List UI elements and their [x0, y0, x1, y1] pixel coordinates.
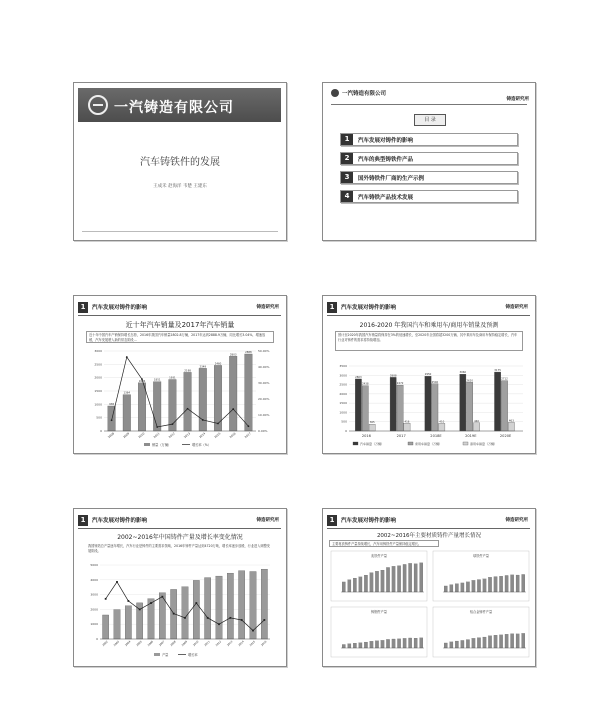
bar-value-label: 1364	[123, 391, 131, 395]
growth-point	[161, 596, 163, 598]
bar-value-label: 2803	[355, 375, 362, 379]
bar-value-label: 2540	[431, 380, 439, 384]
bar	[439, 423, 445, 431]
growth-point	[217, 423, 219, 425]
bar	[522, 633, 525, 648]
growth-point	[218, 623, 220, 625]
slide-material-output[interactable]	[322, 508, 536, 667]
x-tick-label: 2018E	[430, 434, 442, 438]
bar	[148, 599, 154, 639]
x-tick-label: 2020E	[499, 434, 512, 438]
bar	[444, 643, 447, 648]
bar	[138, 383, 146, 431]
presentation-title: 汽车铸铁件的发展	[140, 157, 220, 168]
bar	[348, 580, 351, 592]
y2-tick-label: 30.00%	[258, 381, 270, 385]
mini-chart-frame	[433, 607, 529, 657]
bar	[353, 643, 356, 648]
x-tick-label: 2011	[203, 640, 211, 648]
mini-chart-title: 铸钢件产量	[371, 610, 387, 614]
bar-value-label: 2472	[396, 382, 404, 386]
bar	[216, 576, 222, 639]
growth-point	[195, 602, 197, 604]
material-output-charts	[323, 509, 535, 666]
institute-name: 铸造研究所	[256, 518, 279, 523]
growth-point	[172, 423, 174, 425]
growth-point	[187, 408, 189, 410]
bar	[403, 638, 406, 648]
slide-note: 近十年中国汽车产销保持增长态势，2016年我国汽车销量2802.8万辆，2017年达到2888.9万辆，同比增长3.04%，增速放缓，汽车发展驶入新的常态阶段...	[86, 331, 274, 343]
bar-value-label: 1806	[138, 379, 146, 383]
bar	[355, 379, 361, 431]
toc-item-number: 2	[341, 153, 353, 164]
growth-line	[112, 357, 249, 427]
legend-label: 汽车销量（万辆）	[360, 442, 385, 446]
title-banner	[78, 88, 281, 122]
bar	[397, 639, 400, 648]
y-tick-label: 1500	[94, 389, 102, 393]
bar	[420, 638, 423, 648]
bar	[184, 372, 192, 431]
author-list: 王成禾 赵海洋 韦楚 王建东	[153, 184, 207, 189]
bar	[414, 638, 417, 648]
bar	[369, 424, 375, 431]
bar	[450, 642, 453, 648]
x-tick-label: 2010	[137, 431, 146, 440]
bar-value-label: 2349	[199, 365, 207, 369]
bar	[477, 580, 480, 592]
bar	[461, 640, 464, 648]
y-tick-label: 2000	[90, 607, 98, 612]
bar	[370, 573, 373, 592]
bar	[511, 634, 514, 648]
slide-heading: 2016-2020 年我国汽车和乘用车/商用车销量及预测	[359, 322, 499, 329]
x-tick-label: 2003	[113, 640, 121, 648]
section-number: 1	[78, 302, 88, 313]
toc-item-number: 4	[341, 191, 353, 202]
bar-value-label: 2198	[184, 369, 191, 373]
y-tick-label: 2000	[94, 375, 102, 380]
x-tick-label: 2011	[152, 431, 161, 440]
bar	[386, 567, 389, 592]
growth-point	[184, 617, 186, 619]
bar	[461, 583, 464, 592]
bar	[466, 582, 469, 592]
y-tick-label: 0	[345, 429, 347, 433]
vehicle-sales-chart	[74, 296, 286, 453]
growth-point	[207, 617, 209, 619]
section-title: 汽车发展对铸件的影响	[341, 305, 397, 311]
x-tick-label: 2007	[158, 640, 166, 648]
bar	[403, 564, 406, 592]
toc-item[interactable]	[340, 152, 518, 165]
section-title: 汽车发展对铸件的影响	[341, 518, 397, 524]
legend-swatch	[353, 442, 358, 445]
growth-point	[116, 581, 118, 583]
x-tick-label: 2013	[182, 431, 191, 440]
y-tick-label: 1000	[94, 402, 102, 407]
y2-tick-label: 0.00%	[258, 429, 268, 433]
bar	[466, 640, 469, 648]
section-title: 汽车发展对铸件的影响	[92, 518, 148, 524]
bar	[455, 584, 458, 592]
growth-point	[263, 619, 265, 621]
growth-point	[202, 419, 204, 421]
bar	[359, 577, 362, 592]
bar-value-label: 2460	[214, 362, 222, 366]
x-tick-label: 2012	[167, 431, 176, 440]
x-tick-label: 2005	[135, 640, 143, 648]
slide-heading: 近十年汽车销量及2017年汽车销量	[125, 321, 235, 329]
x-tick-label: 2008	[169, 640, 177, 648]
section-number: 1	[327, 515, 337, 526]
bar	[499, 576, 502, 592]
institute-name: 铸造研究所	[505, 305, 528, 310]
growth-point	[127, 600, 129, 602]
bar	[362, 386, 368, 431]
bar-value-label: 3060	[459, 371, 467, 375]
bar-value-label: 1931	[169, 376, 176, 380]
bar	[467, 382, 473, 431]
mini-chart-title: 灰铁件产量	[371, 554, 387, 558]
bar	[123, 395, 131, 431]
y-tick-label: 2500	[94, 362, 102, 367]
bar	[432, 384, 438, 431]
bar	[392, 639, 395, 648]
x-tick-label: 2016	[260, 640, 268, 648]
legend-label: 产量	[162, 653, 169, 657]
bar	[199, 368, 207, 431]
legend-swatch	[154, 653, 160, 656]
legend-label: 商用车销量（万辆）	[470, 442, 498, 446]
x-tick-label: 2016	[361, 434, 371, 438]
y-tick-label: 500	[341, 419, 347, 424]
bar	[386, 639, 389, 648]
bar	[245, 354, 253, 431]
bar-value-label: 2712	[501, 377, 508, 381]
y-tick-label: 4000	[90, 577, 98, 582]
bar	[499, 635, 502, 648]
bar	[125, 606, 131, 639]
x-tick-label: 2015	[249, 640, 257, 648]
x-tick-label: 2009	[181, 640, 189, 648]
mini-chart-frame	[433, 551, 529, 601]
section-number: 1	[327, 302, 337, 313]
bar	[342, 644, 345, 648]
bar	[375, 571, 378, 592]
y-tick-label: 500	[96, 415, 102, 420]
bar-value-label: 2620	[466, 379, 473, 383]
bar-value-label: 463	[508, 419, 514, 423]
y-tick-label: 2000	[339, 391, 347, 396]
bar	[409, 638, 412, 648]
bar	[370, 641, 373, 648]
bar	[505, 634, 508, 648]
y-tick-label: 1000	[90, 622, 98, 627]
bar	[348, 644, 351, 648]
bar	[182, 587, 188, 639]
slide-note: 预计至2020年我国汽车销量将保持在3%的低速增长，至2020年全国将超3200万辆，其中乘用车及商用车保持稳定增长，汽车行业对铸件的需求将持续增加。	[335, 331, 523, 351]
bar	[472, 638, 475, 648]
x-tick-label: 2016	[228, 431, 237, 440]
y-tick-label: 0	[100, 429, 102, 433]
bar	[409, 563, 412, 592]
x-tick-label: 2002	[101, 640, 109, 648]
bar	[229, 356, 237, 431]
bar	[397, 566, 400, 592]
bar	[483, 579, 486, 592]
bar	[420, 563, 423, 592]
footer-rule	[82, 231, 278, 232]
y2-tick-label: 20.00%	[258, 397, 270, 401]
bar	[425, 376, 431, 431]
bar	[508, 422, 514, 431]
growth-point	[229, 617, 231, 619]
growth-point	[241, 619, 243, 621]
bar	[494, 372, 500, 431]
company-name: 一汽铸造有限公司	[342, 91, 387, 97]
y-tick-label: 1000	[339, 410, 347, 415]
institute-name: 铸造研究所	[256, 305, 279, 310]
slide-note: 我国铸造总产量逐年增长，汽车行业是铸件的主要需求领域，2016年铸件产量达到4720万吨，增长率逐步放缓，行业进入调整发展阶段。	[88, 544, 270, 553]
x-tick-label: 2013	[226, 640, 234, 648]
slide-heading: 2002~2016年主要材质铸件产量增长情况	[376, 533, 482, 539]
bar	[522, 574, 525, 592]
header-rule	[331, 104, 527, 105]
mini-chart-title: 球铁件产量	[473, 554, 489, 558]
slide-toc[interactable]	[322, 82, 536, 241]
slide-heading: 2002~2016年中国铸件产量及增长率变化情况	[117, 534, 243, 541]
bar	[494, 577, 497, 592]
bar-value-label: 2888	[245, 350, 252, 354]
x-tick-label: 2014	[237, 640, 245, 648]
bar	[114, 610, 120, 639]
mini-chart-frame	[331, 551, 427, 601]
toc-item[interactable]	[340, 171, 518, 184]
toc-item-label: 汽车发展对铸件的影响	[358, 138, 414, 144]
institute-name: 铸造研究所	[505, 518, 528, 523]
bar	[414, 564, 417, 592]
bar-value-label: 416	[404, 420, 410, 424]
bar	[381, 640, 384, 648]
mini-chart-frame	[331, 607, 427, 657]
legend-label: 销量（万辆）	[152, 443, 172, 447]
toc-item-label: 汽车铸铁产品技术发展	[358, 195, 414, 201]
bar-value-label: 1851	[153, 378, 161, 382]
bar	[397, 385, 403, 431]
castings-output-chart	[74, 509, 286, 666]
growth-point	[248, 425, 250, 427]
slide-castings-output[interactable]	[73, 508, 287, 667]
bar	[353, 578, 356, 592]
bar-value-label: 2950	[424, 373, 432, 377]
bar-value-label: 440	[474, 419, 480, 423]
legend-label: 增长率（%）	[192, 443, 211, 447]
y-tick-label: 5000	[90, 563, 98, 567]
y2-tick-label: 40.00%	[258, 365, 270, 369]
company-logo-icon	[88, 95, 108, 115]
bar	[193, 580, 199, 639]
bar	[472, 580, 475, 592]
toc-heading: 目 录	[414, 114, 446, 126]
bar	[488, 577, 491, 592]
legend-swatch	[463, 442, 468, 445]
toc-item[interactable]	[340, 190, 518, 203]
institute-name: 铸造研究所	[506, 97, 529, 102]
legend-label: 乘用车销量（万辆）	[415, 442, 443, 446]
toc-item[interactable]	[340, 133, 518, 146]
bar	[359, 643, 362, 648]
growth-point	[150, 602, 152, 604]
growth-point	[252, 630, 254, 632]
y2-tick-label: 50.00%	[258, 349, 270, 353]
x-tick-label: 2009	[122, 431, 131, 440]
bar	[488, 636, 491, 648]
x-tick-label: 2017	[396, 434, 406, 438]
bar	[238, 571, 244, 639]
toc-item-label: 国外铸铁件厂商的生产示例	[358, 176, 425, 182]
legend-swatch	[144, 443, 150, 446]
x-tick-label: 2019E	[465, 434, 477, 438]
mini-chart-title: 铝合金铸件产量	[469, 610, 493, 614]
x-tick-label: 2012	[215, 640, 223, 648]
bar	[501, 381, 507, 431]
bar	[516, 575, 519, 592]
bar	[392, 566, 395, 592]
x-tick-label: 2006	[147, 640, 155, 648]
bar	[375, 641, 378, 648]
y-tick-label: 0	[96, 637, 98, 641]
bar-value-label: 2803	[229, 353, 237, 357]
bar-value-label: 365	[369, 421, 375, 425]
company-name: 一汽铸造有限公司	[114, 100, 234, 116]
bar	[102, 615, 108, 639]
slide-sales-forecast[interactable]	[322, 295, 536, 454]
y2-tick-label: 10.00%	[258, 413, 270, 417]
x-tick-label: 2010	[192, 640, 200, 648]
bar	[516, 634, 519, 648]
company-logo-icon	[331, 89, 339, 97]
growth-point	[126, 356, 128, 358]
x-tick-label: 2014	[198, 431, 207, 440]
y-tick-label: 3000	[90, 592, 98, 597]
growth-point	[105, 598, 107, 600]
growth-point	[232, 408, 234, 410]
y-tick-label: 3000	[339, 373, 347, 378]
bar-value-label: 410	[439, 420, 445, 424]
toc-item-number: 1	[341, 134, 353, 145]
legend-swatch	[408, 442, 413, 445]
x-tick-label: 2004	[124, 640, 132, 648]
bar	[450, 585, 453, 592]
slide-title[interactable]	[73, 82, 287, 241]
x-tick-label: 2017	[243, 431, 252, 440]
bar	[364, 575, 367, 592]
growth-point	[139, 609, 141, 611]
y-tick-label: 2500	[339, 382, 347, 387]
slide-note: 主要材质铸件产量持续增长，汽车用铸铁件产量保持稳定增长。	[329, 540, 439, 547]
toc-item-label: 汽车的典型铸铁件产品	[358, 157, 414, 163]
bar	[381, 570, 384, 592]
slide-vehicle-sales[interactable]	[73, 295, 287, 454]
growth-point	[173, 613, 175, 615]
section-number: 1	[78, 515, 88, 526]
toc-item-number: 3	[341, 172, 353, 183]
section-title: 汽车发展对铸件的影响	[92, 305, 148, 311]
bar	[153, 382, 161, 431]
bar	[364, 642, 367, 648]
bar	[494, 635, 497, 648]
bar	[227, 573, 233, 639]
bar	[511, 575, 514, 592]
bar	[404, 423, 410, 431]
bar-value-label: 2888	[389, 374, 397, 378]
bar-value-label: 2438	[361, 382, 369, 386]
x-tick-label: 2015	[213, 431, 222, 440]
bar	[455, 641, 458, 648]
x-tick-label: 2008	[106, 431, 115, 440]
legend-label: 增长率	[188, 653, 198, 657]
growth-point	[141, 378, 143, 380]
growth-point	[111, 419, 113, 421]
bar	[204, 578, 210, 639]
bar	[342, 582, 345, 592]
sales-forecast-chart	[323, 296, 535, 453]
bar	[477, 638, 480, 648]
bar	[505, 575, 508, 592]
y-tick-label: 3000	[94, 349, 102, 353]
y-tick-label: 3500	[339, 364, 347, 368]
bar	[444, 586, 447, 592]
bar	[483, 637, 486, 648]
growth-point	[156, 426, 158, 428]
bar-value-label: 938	[109, 402, 115, 406]
bar	[390, 377, 396, 431]
bar	[460, 374, 466, 431]
bar	[261, 569, 267, 639]
bar-value-label: 3175	[494, 369, 501, 373]
y-tick-label: 1500	[339, 401, 347, 406]
bar	[473, 423, 479, 431]
